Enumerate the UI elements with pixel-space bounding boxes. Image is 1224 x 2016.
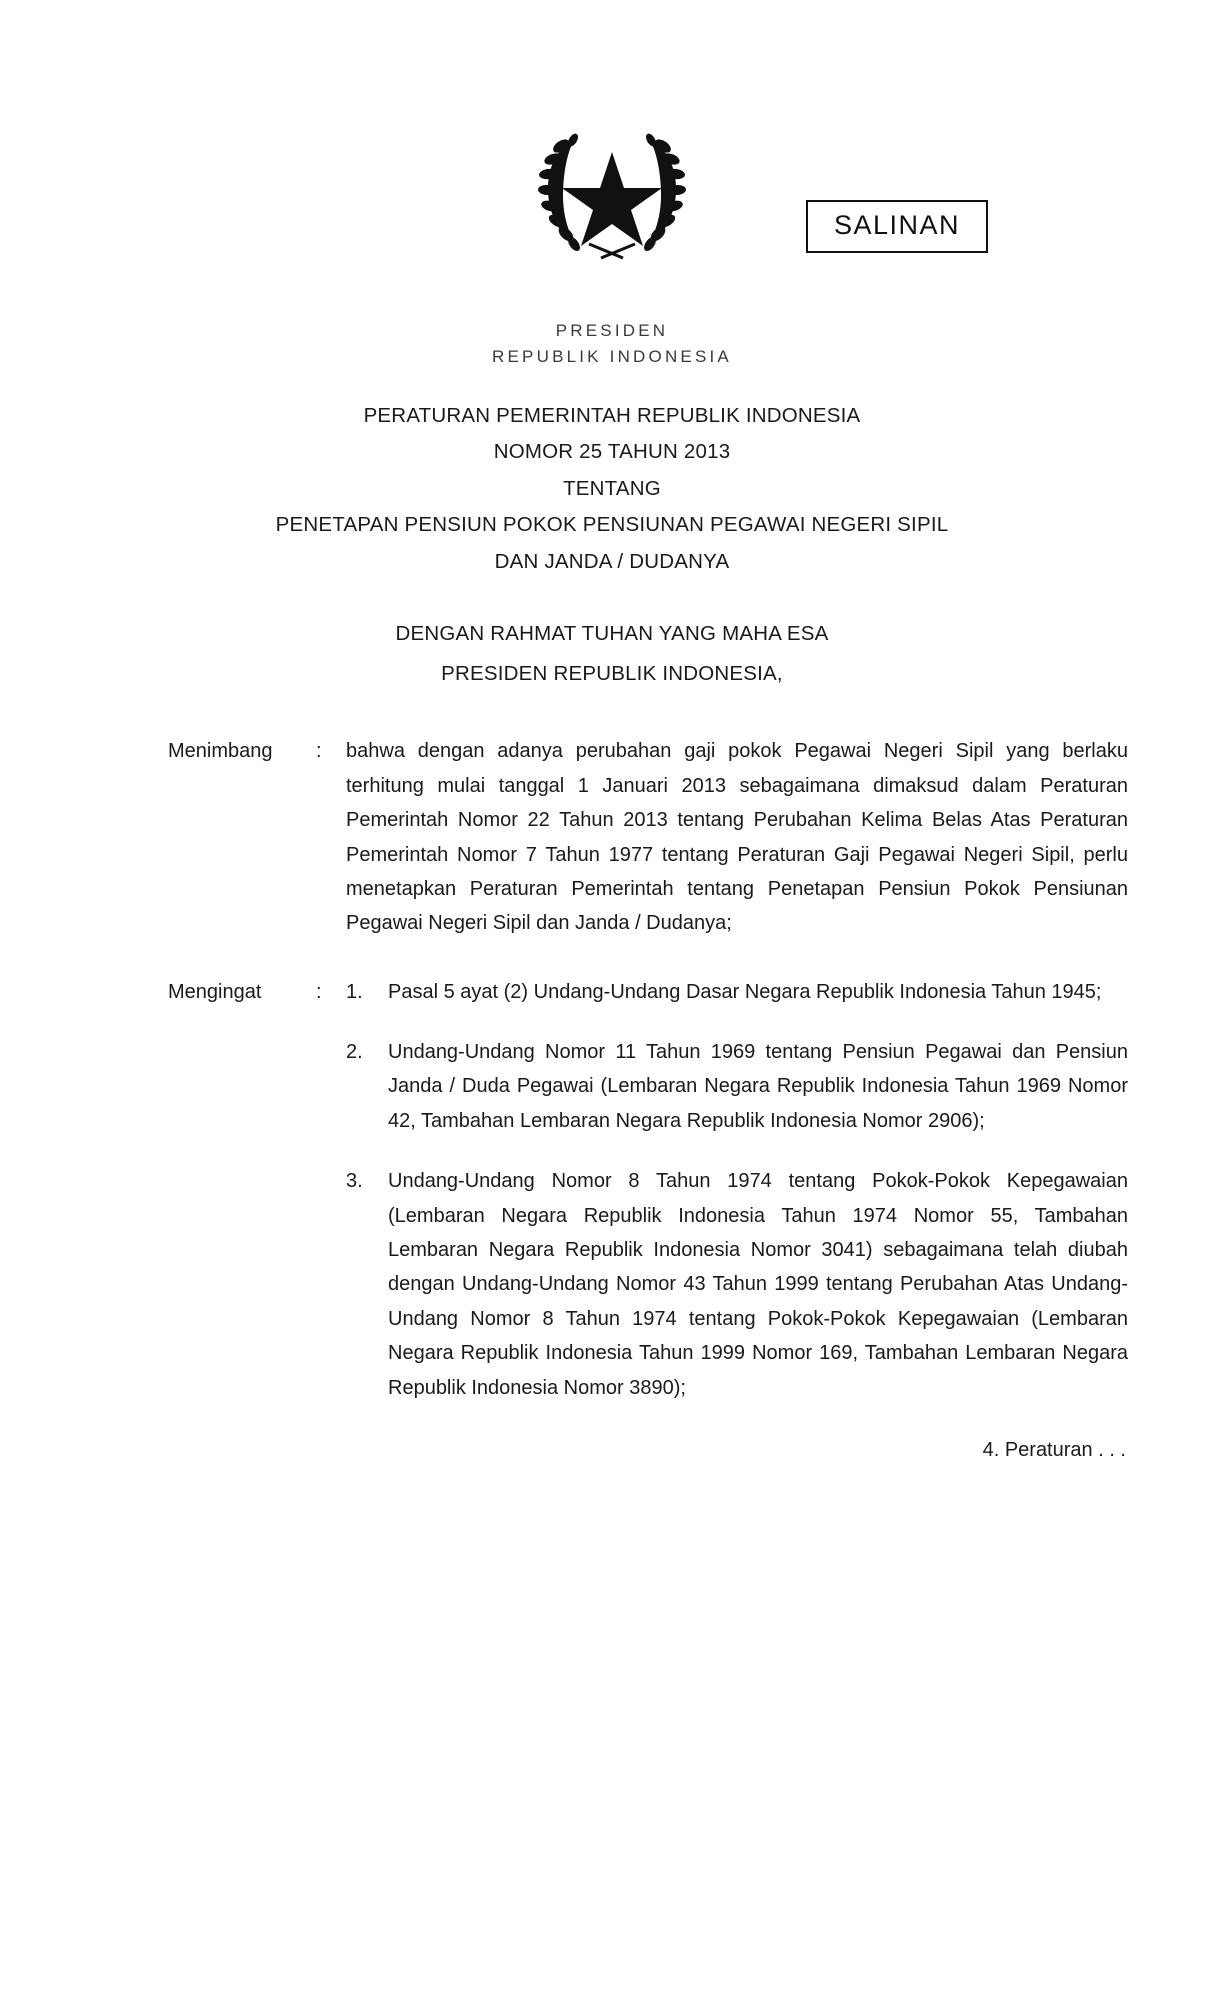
blessing-line: DENGAN RAHMAT TUHAN YANG MAHA ESA [395, 622, 829, 646]
title-line-2: NOMOR 25 TAHUN 2013 [493, 440, 731, 464]
document-body [0, 734, 1224, 1462]
title-line-4: PENETAPAN PENSIUN POKOK PENSIUNAN PEGAWAI NEGERI SIPIL [275, 513, 949, 537]
presidential-emblem-icon [517, 118, 707, 268]
emblem-caption-line1: PRESIDEN [555, 321, 669, 340]
emblem-caption-line2: REPUBLIK INDONESIA [492, 346, 732, 366]
list-item-text: Undang-Undang Nomor 8 Tahun 1974 tentang Pokok-Pokok Kepegawaian (Lembaran Negara Republik Indonesia Tahun 1974 Nomor 55, Tambahan Lembaran Negara Republik Indonesia Nomor 3041) sebagaimana telah diubah dengan Undang-Undang Nomor 43 Tahun 1999 tentang Perubahan Atas Undang-Undang Nomor 8 Tahun 1974 tentang Pokok-Pokok Kepegawaian (Lembaran Negara Republik Indonesia Tahun 1999 Nomor 169, Tambahan Lembaran Negara Republik Indonesia Nomor 3890); [388, 1170, 1128, 1399]
list-item-number: 2. [346, 1041, 363, 1064]
emblem-caption [0, 318, 1224, 369]
list-item-text: Pasal 5 ayat (2) Undang-Undang Dasar Negara Republik Indonesia Tahun 1945; [388, 980, 1102, 1003]
page-continuation-note: 4. Peraturan . . . [982, 1439, 1126, 1461]
list-item [346, 1164, 1128, 1405]
status-badge: SALINAN [806, 200, 988, 253]
considering-paragraph: bahwa dengan adanya perubahan gaji pokok Pegawai Negeri Sipil yang berlaku terhitung mulai tanggal 1 Januari 2013 sebagaimana dimaksud dalam Peraturan Pemerintah Nomor 22 Tahun 2013 tentang Perubahan Kelima Belas Atas Peraturan Pemerintah Nomor 7 Tahun 1977 tentang Peraturan Gaji Pegawai Negeri Sipil, perlu menetapkan Peraturan Pemerintah tentang Penetapan Pensiun Pokok Pensiunan Pegawai Negeri Sipil dan Janda / Dudanya; [346, 740, 1128, 935]
list-item-number: 3. [346, 1170, 363, 1193]
title-line-1: PERATURAN PEMERINTAH REPUBLIK INDONESIA [363, 404, 861, 427]
authority-line: PRESIDEN REPUBLIK INDONESIA, [441, 662, 783, 686]
preamble [0, 614, 1224, 694]
title-line-3: TENTANG [563, 476, 661, 500]
considering-colon: : [316, 740, 322, 763]
observing-clause [168, 975, 1128, 1405]
title-line-5: DAN JANDA / DUDANYA [494, 549, 730, 573]
observing-list [346, 975, 1128, 1405]
considering-text [346, 734, 1128, 940]
list-item-number: 1. [346, 980, 363, 1003]
considering-label: Menimbang [168, 740, 273, 763]
emblem-container [0, 118, 1224, 268]
list-item [346, 975, 1128, 1009]
page-title [0, 398, 1224, 580]
observing-text [346, 975, 1128, 1405]
considering-clause [168, 734, 1128, 940]
observing-label: Mengingat [168, 980, 262, 1003]
list-item [346, 1035, 1128, 1138]
observing-colon: : [316, 980, 322, 1003]
list-item-text: Undang-Undang Nomor 11 Tahun 1969 tentang Pensiun Pegawai dan Pensiun Janda / Duda Pegawai (Lembaran Negara Republik Indonesia Tahun 1969 Nomor 42, Tambahan Lembaran Negara Republik Indonesia Nomor 2906); [388, 1041, 1128, 1132]
document-header [0, 0, 1224, 366]
